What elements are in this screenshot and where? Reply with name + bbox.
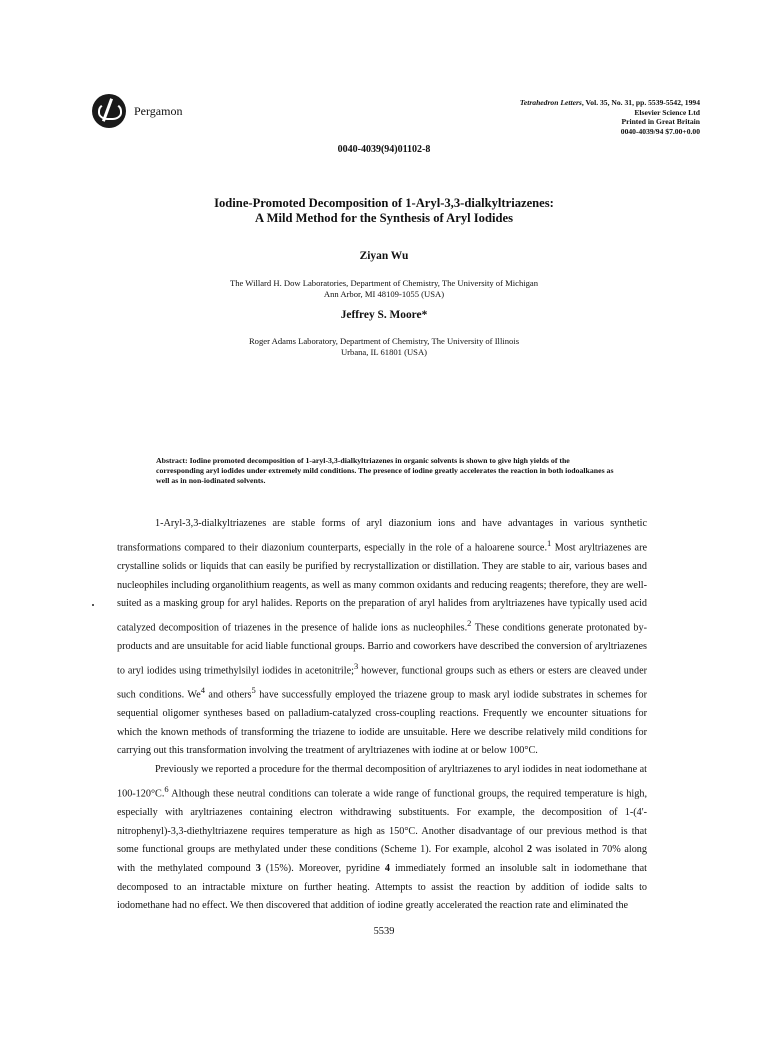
publisher-line: Elsevier Science Ltd <box>634 107 700 117</box>
margin-mark <box>92 604 94 606</box>
reference-1: 1 <box>547 537 552 548</box>
author-1-name: Ziyan Wu <box>359 250 409 262</box>
doi: 0040-4039(94)01102-8 <box>337 144 431 155</box>
publisher-logo <box>92 94 182 128</box>
reference-2: 2 <box>467 617 472 628</box>
journal-volume: , Vol. 35, No. 31, pp. 5539-5542, 1994 <box>581 98 700 107</box>
title-line-2: A Mild Method for the Synthesis of Aryl Iodides <box>255 211 513 225</box>
text-run: was isolated in 70% along with the methylated compound <box>117 844 647 874</box>
text-run: (15%). Moreover, pyridine <box>260 862 385 874</box>
issn-line: 0040-4039/94 $7.00+0.00 <box>620 126 700 136</box>
text-run: Previously we reported a procedure for the thermal decomposition of aryltriazenes to aryl iodides in neat iodomethane at 100-120°C. <box>117 764 647 800</box>
affiliation-line: Urbana, IL 61801 (USA) <box>340 346 428 357</box>
text-run: immediately formed an insoluble salt in iodomethane that decomposed to an intractable mixture on further heating. Attempts to assist the reaction by addition of iodide salts to iodomethane had no effect. We then discovered that addition of iodine greatly accelerated the reaction rate and eliminated the <box>117 862 647 912</box>
paragraph-1 <box>117 515 647 761</box>
affiliation-line: The Willard H. Dow Laboratories, Department of Chemistry, The University of Michigan <box>229 278 539 288</box>
abstract <box>156 456 616 487</box>
abstract-text: Iodine promoted decomposition of 1-aryl-3,3-dialkyltriazenes in organic solvents is shown to give high yields of the corresponding aryl iodides under extremely mild conditions. The presence of iodine greatly accelerates the reaction in both iodoalkanes as well as in non-iodinated solvents. <box>156 456 614 486</box>
abstract-label: Abstract: <box>156 456 188 465</box>
text-run: These conditions generate protonated by-products and are unsuitable for acid liable functional groups. Barrio and coworkers have described the conversion of aryltriazenes to aryl iodides using trimethylsilyl iodides in acetonitrile; <box>117 622 647 677</box>
paper-title <box>0 196 768 226</box>
author-2-name: Jeffrey S. Moore* <box>340 309 428 321</box>
author-1-affiliation <box>0 278 768 299</box>
title-line-1: Iodine-Promoted Decomposition of 1-Aryl-3,3-dialkyltriazenes: <box>214 196 554 210</box>
page-number: 5539 <box>373 926 395 937</box>
text-run: however, functional groups such as ethers or esters are cleaved under such conditions. We <box>117 665 647 701</box>
publisher-name: Pergamon <box>134 103 183 118</box>
compound-number: 2 <box>526 844 533 856</box>
affiliation-line: Ann Arbor, MI 48109-1055 (USA) <box>323 288 445 299</box>
journal-citation <box>520 98 700 108</box>
reference-6: 6 <box>164 783 169 794</box>
printed-line: Printed in Great Britain <box>621 117 700 127</box>
text-run: Although these neutral conditions can tolerate a wide range of functional groups, the required temperature is high, especially with aryltriazenes containing electron withdrawing substituents. For example, the decomposition of 1-(4'-nitrophenyl)-3,3-diethyltriazene requires temperature as high as 150°C. Another disadvantage of our previous method is that some functional groups are methylated under these conditions (Scheme 1). For example, alcohol <box>117 788 647 856</box>
text-run: Most aryltriazenes are crystalline solids or liquids that can easily be purified by recrystallization or distillation. They are stable to air, various bases and nucleophiles including organolithium reagents, as well as many common oxidants and reducing reagents; therefore, they are well-suited as a masking group for aryl halides. Reports on the preparation of aryl halides from aryltriazenes have typically used acid catalyzed decomposition of triazenes in the presence of halide ions as nucleophiles. <box>117 542 647 634</box>
paragraph-2 <box>117 761 647 916</box>
text-run: have successfully employed the triazene group to mask aryl iodide substrates in schemes for sequential oligomer syntheses based on palladium-catalyzed cross-coupling reactions. Frequently we encounter situations for which the known methods of transforming the triazene to iodide are unsuitable. Here we describe relatively mild conditions for carrying out this transformation involving the treatment of aryltriazenes with iodine at or below 100°C. <box>117 689 647 757</box>
reference-5: 5 <box>251 684 256 695</box>
author-2-affiliation <box>0 336 768 357</box>
compound-number: 4 <box>384 862 390 874</box>
reference-3: 3 <box>353 660 359 671</box>
journal-name: Tetrahedron Letters <box>519 98 582 107</box>
compound-number: 3 <box>255 862 261 874</box>
pergamon-logo-icon <box>92 94 126 128</box>
text-run: and others <box>204 689 252 701</box>
reference-4: 4 <box>200 684 205 695</box>
text-run: 1-Aryl-3,3-dialkyltriazenes are stable forms of aryl diazonium ions and have advantages in various synthetic transformations compared to their diazonium counterparts, especially in the role of a haloarene source. <box>117 518 647 554</box>
affiliation-line: Roger Adams Laboratory, Department of Chemistry, The University of Illinois <box>248 336 520 346</box>
journal-info <box>520 98 700 136</box>
body-text <box>117 515 647 916</box>
